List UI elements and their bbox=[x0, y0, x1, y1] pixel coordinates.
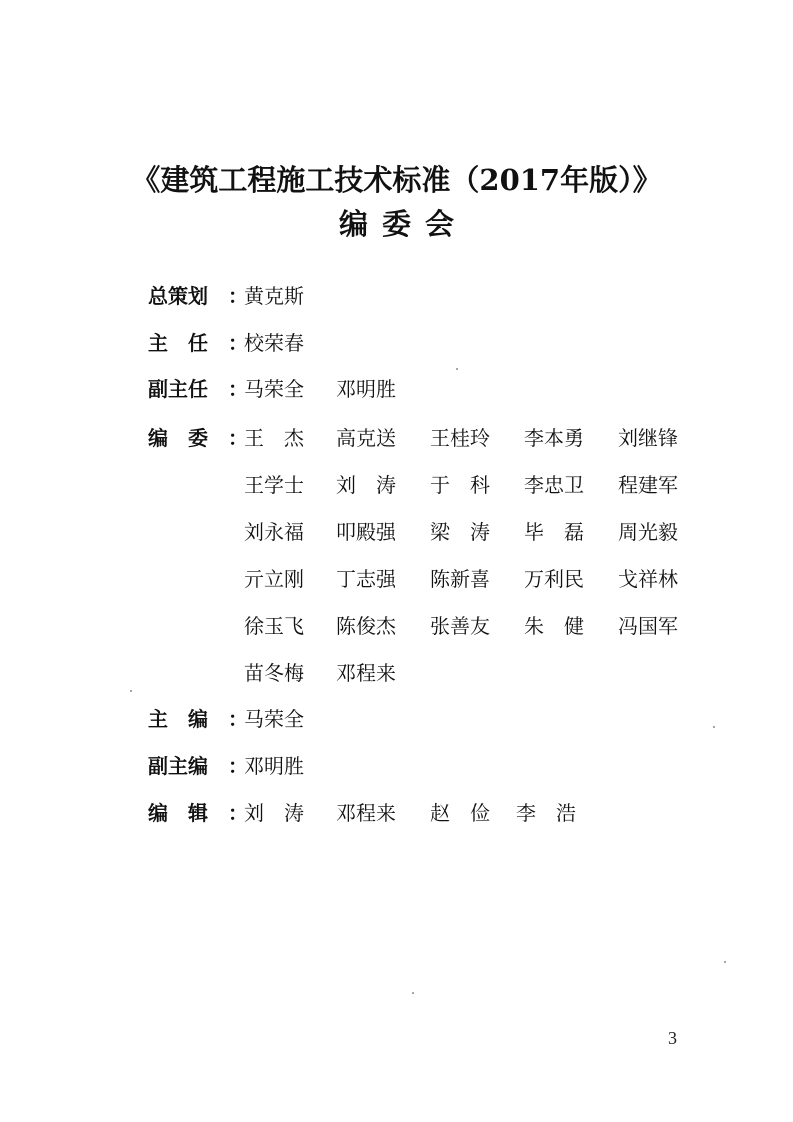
document-subtitle: 编委会 bbox=[338, 207, 468, 241]
scan-speck bbox=[724, 961, 726, 963]
member-name: 张善友 bbox=[430, 614, 490, 638]
member-name: 邓明胜 bbox=[336, 377, 396, 401]
scan-speck bbox=[713, 726, 715, 728]
role-label: 编委 bbox=[148, 426, 228, 450]
member-name: 李本勇 bbox=[524, 426, 584, 450]
member-name: 戈祥林 bbox=[618, 567, 678, 591]
member-name: 邓程来 bbox=[336, 661, 396, 685]
member-name: 刘 涛 bbox=[336, 473, 396, 497]
member-name: 李忠卫 bbox=[524, 473, 584, 497]
document-title: 《建筑工程施工技术标准（2017年版）》 bbox=[131, 163, 662, 197]
role-label: 副主编 bbox=[148, 754, 208, 778]
member-name: 梁 涛 bbox=[430, 520, 490, 544]
role-colon: ： bbox=[228, 801, 248, 825]
member-name: 马荣全 bbox=[244, 707, 304, 731]
member-name: 万利民 bbox=[524, 567, 584, 591]
role-label: 总策划 bbox=[148, 284, 208, 308]
member-name: 陈新喜 bbox=[430, 567, 490, 591]
member-name: 叩殿强 bbox=[336, 520, 396, 544]
member-name: 丁志强 bbox=[336, 567, 396, 591]
member-name: 黄克斯 bbox=[244, 284, 304, 308]
member-name: 邓明胜 bbox=[244, 754, 304, 778]
role-colon: ： bbox=[228, 331, 248, 355]
member-name: 邓程来 bbox=[336, 801, 396, 825]
member-name: 苗冬梅 bbox=[244, 661, 304, 685]
scan-speck bbox=[130, 690, 132, 692]
role-colon: ： bbox=[228, 377, 248, 401]
role-colon: ： bbox=[228, 284, 248, 308]
member-name: 毕 磊 bbox=[524, 520, 584, 544]
member-name: 朱 健 bbox=[524, 614, 584, 638]
role-label: 编辑 bbox=[148, 801, 228, 825]
page-number: 3 bbox=[668, 1028, 677, 1048]
member-name: 李 浩 bbox=[516, 801, 576, 825]
member-name: 马荣全 bbox=[244, 377, 304, 401]
member-name: 程建军 bbox=[618, 473, 678, 497]
member-name: 王桂玲 bbox=[430, 426, 490, 450]
member-name: 冯国军 bbox=[618, 614, 678, 638]
role-label: 主编 bbox=[148, 707, 228, 731]
role-colon: ： bbox=[228, 426, 248, 450]
scan-speck bbox=[412, 992, 414, 994]
member-name: 王学士 bbox=[244, 473, 304, 497]
member-name: 校荣春 bbox=[244, 331, 304, 355]
scan-speck bbox=[456, 368, 458, 370]
member-name: 刘永福 bbox=[244, 520, 304, 544]
member-name: 刘继锋 bbox=[618, 426, 678, 450]
member-name: 刘 涛 bbox=[244, 801, 304, 825]
member-name: 王 杰 bbox=[244, 426, 304, 450]
role-colon: ： bbox=[228, 707, 248, 731]
role-label: 副主任 bbox=[148, 377, 208, 401]
member-name: 高克送 bbox=[336, 426, 396, 450]
role-colon: ： bbox=[228, 754, 248, 778]
member-name: 赵 俭 bbox=[430, 801, 490, 825]
role-label: 主任 bbox=[148, 331, 228, 355]
member-name: 徐玉飞 bbox=[244, 614, 304, 638]
member-name: 亓立刚 bbox=[244, 567, 304, 591]
member-name: 周光毅 bbox=[618, 520, 678, 544]
member-name: 于 科 bbox=[430, 473, 490, 497]
member-name: 陈俊杰 bbox=[336, 614, 396, 638]
